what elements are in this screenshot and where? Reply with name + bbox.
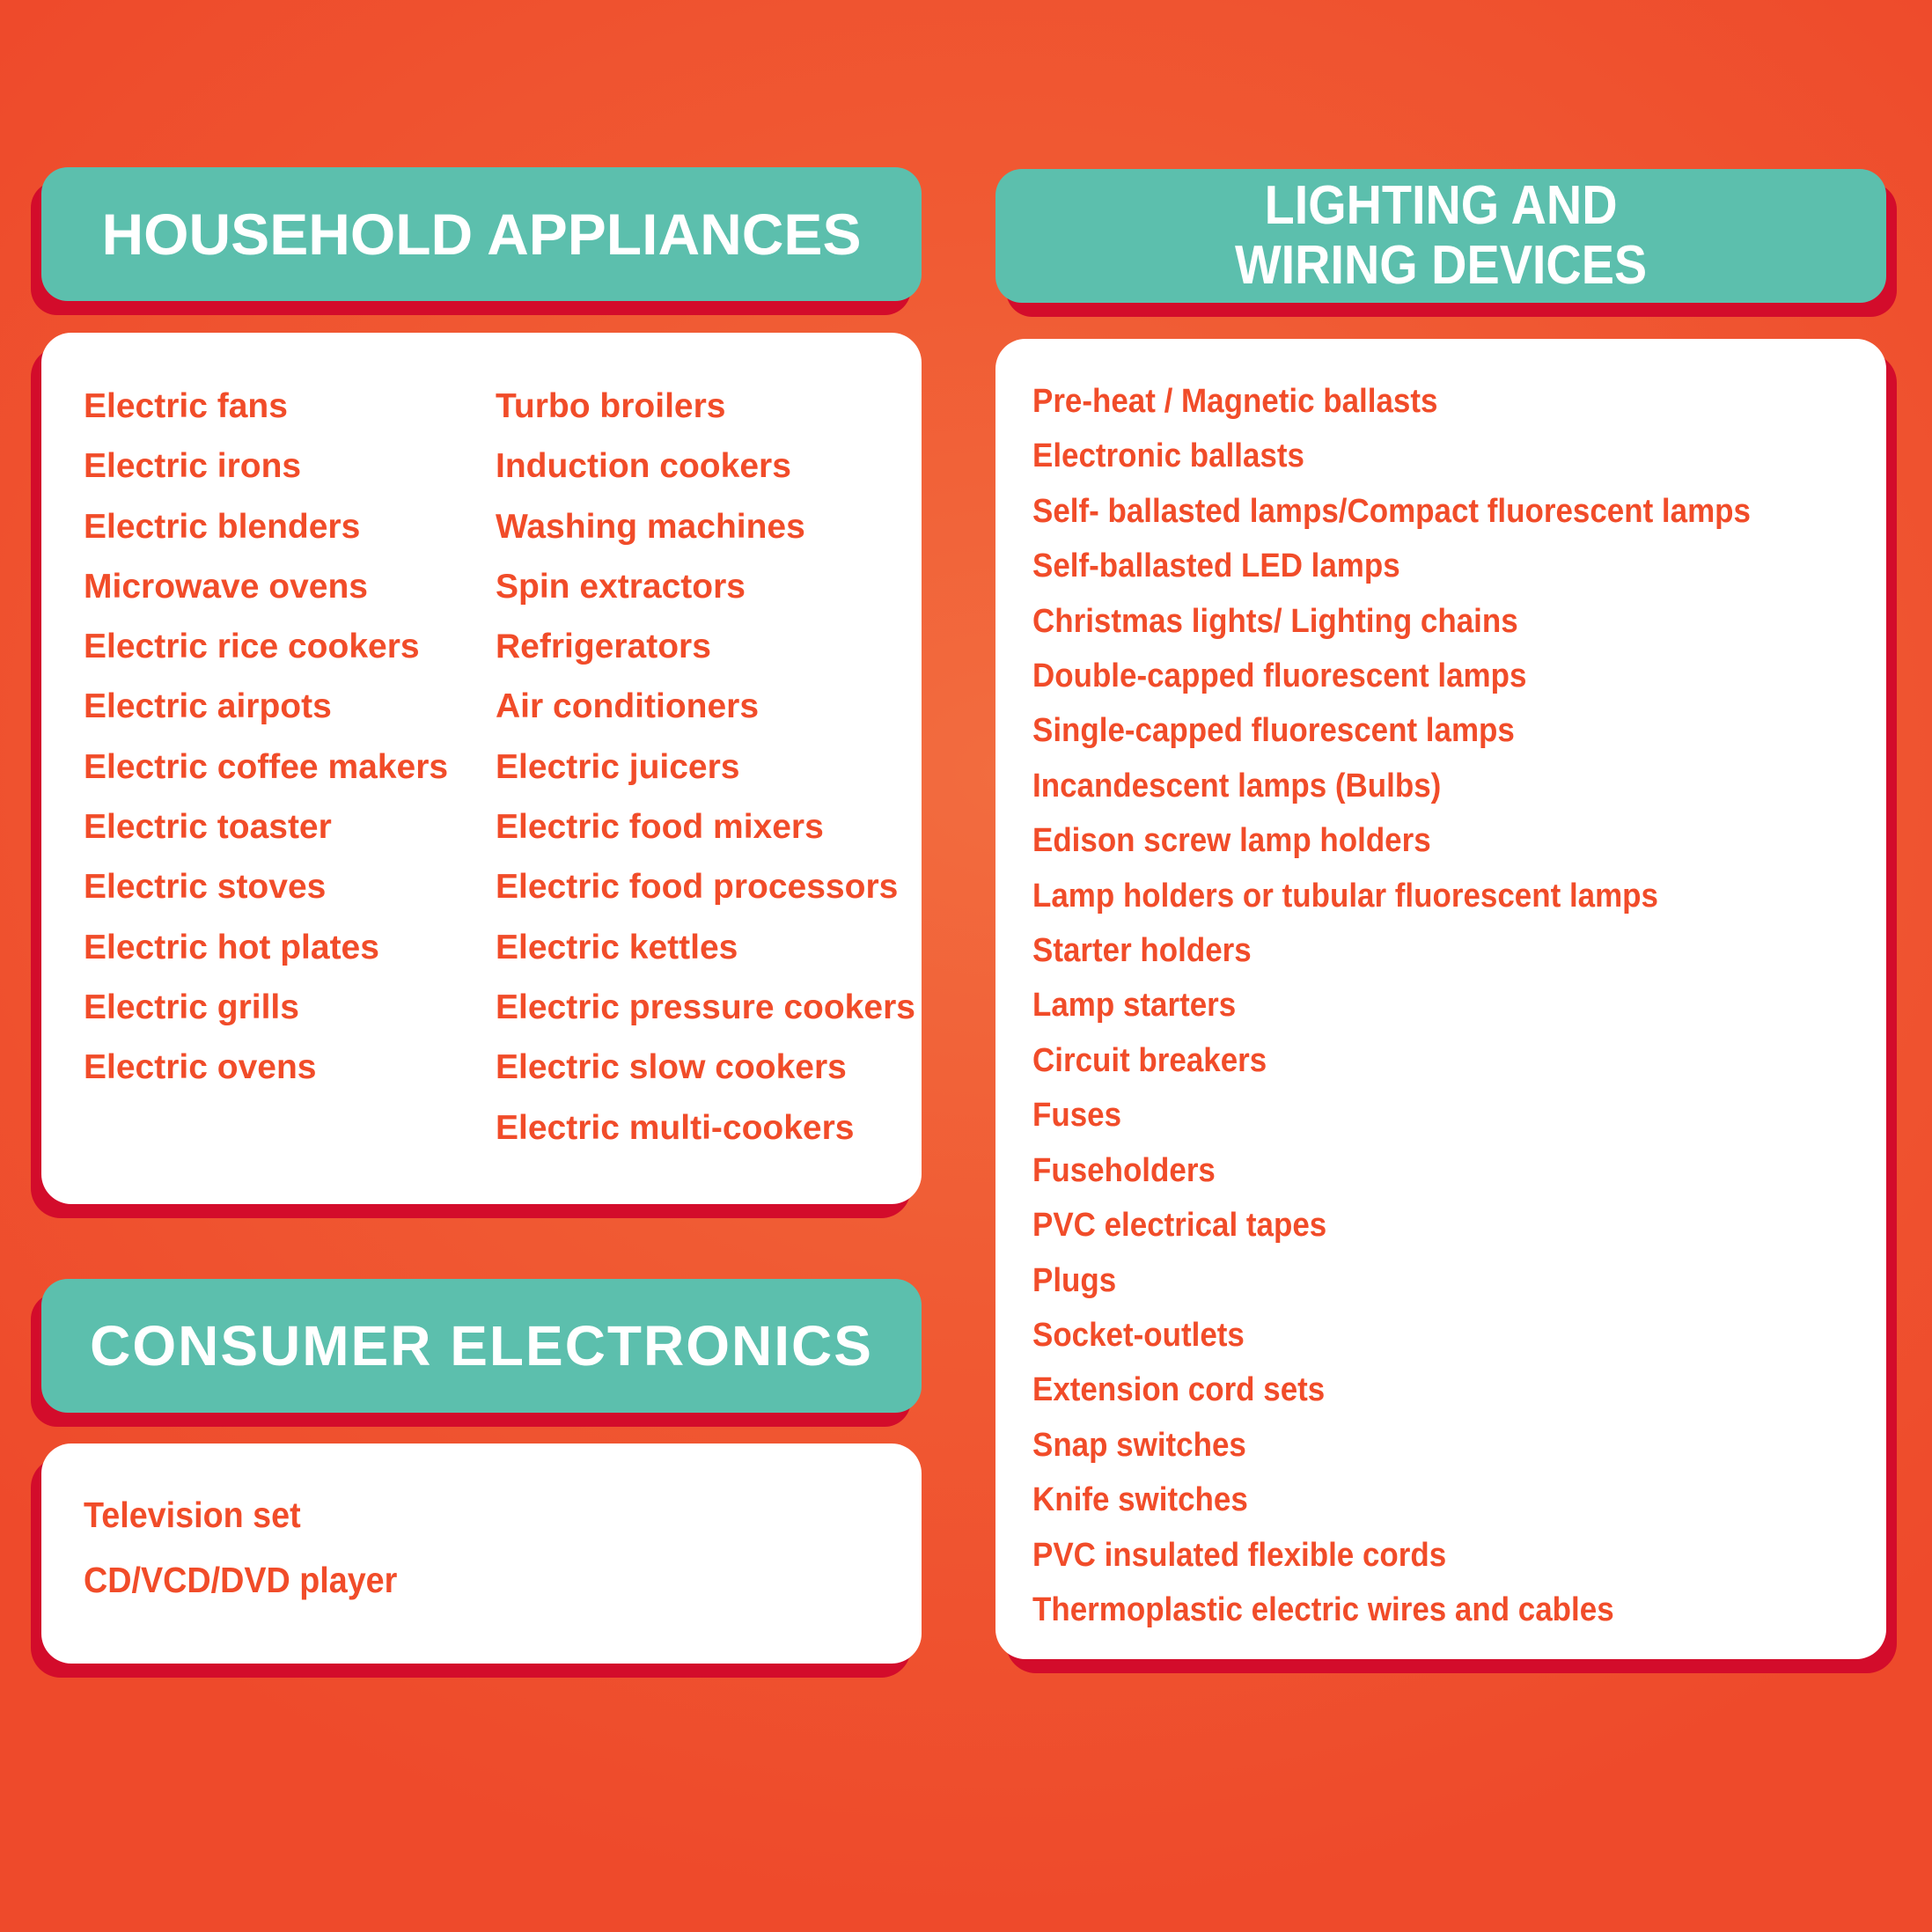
- list-item-label: Electric food processors: [496, 868, 899, 907]
- household-appliances-column-2: [496, 377, 915, 1158]
- list-item-label: Christmas lights/ Lighting chains: [1032, 602, 1518, 640]
- list-item: [1032, 923, 1813, 978]
- list-item: [496, 1098, 915, 1158]
- list-item: [1032, 1198, 1813, 1252]
- list-item: [84, 617, 448, 677]
- list-item: [1032, 1528, 1813, 1583]
- list-item: [1032, 978, 1813, 1032]
- list-item-label: Electric multi-cookers: [496, 1108, 855, 1147]
- list-item-label: Electric blenders: [84, 507, 361, 546]
- lighting-wiring-list: [1032, 374, 1813, 1637]
- list-item: [1032, 869, 1813, 923]
- list-item-label: Electric juicers: [496, 747, 740, 786]
- household-appliances-card: [41, 333, 922, 1204]
- list-item: [1032, 759, 1813, 813]
- list-item: [1032, 1473, 1813, 1527]
- list-item-label: Electric food mixers: [496, 808, 824, 847]
- list-item: [1032, 703, 1813, 758]
- list-item-label: Socket-outlets: [1032, 1316, 1245, 1354]
- list-item-label: Electric slow cookers: [496, 1048, 847, 1087]
- list-item: [496, 918, 915, 978]
- list-item: [1032, 1583, 1813, 1637]
- list-item-label: Lamp starters: [1032, 987, 1237, 1025]
- list-item-label: Electric pressure cookers: [496, 988, 915, 1026]
- list-item: [1032, 1308, 1813, 1363]
- list-item: [496, 978, 915, 1038]
- list-item: [84, 738, 448, 797]
- list-item-label: Electric stoves: [84, 868, 327, 907]
- list-item-label: Microwave ovens: [84, 567, 368, 606]
- consumer-electronics-card: [41, 1443, 922, 1664]
- list-item-label: Electric irons: [84, 447, 302, 486]
- list-item-label: Air conditioners: [496, 687, 760, 726]
- list-item-label: Fuses: [1032, 1097, 1122, 1135]
- list-item-label: Television set: [84, 1495, 301, 1535]
- list-item-label: Electric airpots: [84, 687, 332, 726]
- list-item-label: Washing machines: [496, 507, 805, 546]
- list-item: [1032, 374, 1813, 429]
- lighting-wiring-header: [995, 169, 1886, 303]
- list-item: [84, 1038, 448, 1098]
- list-item-label: Self-ballasted LED lamps: [1032, 547, 1400, 585]
- list-item: [84, 797, 448, 857]
- list-item: [496, 377, 915, 437]
- list-item-label: Pre-heat / Magnetic ballasts: [1032, 383, 1438, 420]
- list-item: [496, 437, 915, 496]
- list-item-label: Electronic ballasts: [1032, 437, 1304, 475]
- list-item: [84, 1482, 424, 1547]
- list-item-label: Incandescent lamps (Bulbs): [1032, 767, 1442, 804]
- list-item-label: Electric fans: [84, 387, 288, 425]
- list-item: [84, 918, 448, 978]
- list-item-label: Self- ballasted lamps/Compact fluorescent lamps: [1032, 492, 1751, 530]
- list-item: [496, 497, 915, 557]
- list-item-label: Electric kettles: [496, 928, 738, 966]
- lighting-wiring-title: [1235, 176, 1647, 296]
- list-item: [84, 677, 448, 737]
- list-item-label: Thermoplastic electric wires and cables: [1032, 1590, 1614, 1628]
- list-item-label: Double-capped fluorescent lamps: [1032, 657, 1527, 695]
- list-item: [1032, 484, 1813, 539]
- list-item: [496, 617, 915, 677]
- list-item-label: Starter holders: [1032, 932, 1252, 970]
- list-item: [496, 738, 915, 797]
- consumer-electronics-list: [84, 1482, 424, 1612]
- list-item-label: Edison screw lamp holders: [1032, 822, 1431, 860]
- list-item: [1032, 1418, 1813, 1473]
- list-item: [1032, 429, 1813, 483]
- list-item: [84, 497, 448, 557]
- household-appliances-column-1: [84, 377, 448, 1098]
- consumer-electronics-header: [41, 1279, 922, 1413]
- list-item-label: Electric ovens: [84, 1048, 317, 1087]
- list-item: [84, 978, 448, 1038]
- list-item-label: Electric hot plates: [84, 928, 379, 966]
- list-item: [1032, 539, 1813, 593]
- list-item-label: Knife switches: [1032, 1481, 1248, 1519]
- list-item-label: Electric grills: [84, 988, 299, 1026]
- list-item: [1032, 1363, 1813, 1417]
- lighting-wiring-title-line1: LIGHTING AND: [1264, 175, 1618, 236]
- list-item: [84, 377, 448, 437]
- list-item: [84, 857, 448, 917]
- list-item: [496, 677, 915, 737]
- list-item-label: Extension cord sets: [1032, 1371, 1326, 1409]
- list-item-label: Single-capped fluorescent lamps: [1032, 712, 1515, 750]
- lighting-wiring-card: [995, 339, 1886, 1659]
- list-item-label: Turbo broilers: [496, 387, 726, 425]
- list-item-label: Plugs: [1032, 1261, 1117, 1299]
- list-item: [1032, 813, 1813, 868]
- list-item-label: Electric coffee makers: [84, 747, 449, 786]
- list-item-label: Induction cookers: [496, 447, 791, 486]
- list-item: [1032, 1033, 1813, 1088]
- household-appliances-header: [41, 167, 922, 301]
- list-item: [496, 557, 915, 617]
- lighting-wiring-title-line2: WIRING DEVICES: [1234, 235, 1648, 296]
- list-item: [1032, 649, 1813, 703]
- list-item-label: Lamp holders or tubular fluorescent lamps: [1032, 877, 1658, 915]
- list-item-label: Spin extractors: [496, 567, 746, 606]
- list-item: [84, 437, 448, 496]
- list-item-label: Circuit breakers: [1032, 1041, 1267, 1079]
- list-item-label: Electric toaster: [84, 808, 332, 847]
- consumer-electronics-title: CONSUMER ELECTRONICS: [90, 1314, 873, 1377]
- list-item: [1032, 1143, 1813, 1198]
- list-item: [84, 1547, 424, 1612]
- list-item: [1032, 594, 1813, 649]
- list-item: [496, 797, 915, 857]
- list-item: [1032, 1088, 1813, 1142]
- list-item: [84, 557, 448, 617]
- list-item-label: Fuseholders: [1032, 1151, 1216, 1189]
- list-item: [1032, 1253, 1813, 1308]
- list-item-label: Electric rice cookers: [84, 628, 420, 666]
- list-item-label: PVC electrical tapes: [1032, 1207, 1327, 1245]
- list-item-label: CD/VCD/DVD player: [84, 1560, 398, 1600]
- list-item-label: Snap switches: [1032, 1426, 1246, 1464]
- household-appliances-title: HOUSEHOLD APPLIANCES: [101, 202, 862, 267]
- list-item: [496, 857, 915, 917]
- list-item-label: Refrigerators: [496, 628, 711, 666]
- list-item: [496, 1038, 915, 1098]
- list-item-label: PVC insulated flexible cords: [1032, 1536, 1447, 1574]
